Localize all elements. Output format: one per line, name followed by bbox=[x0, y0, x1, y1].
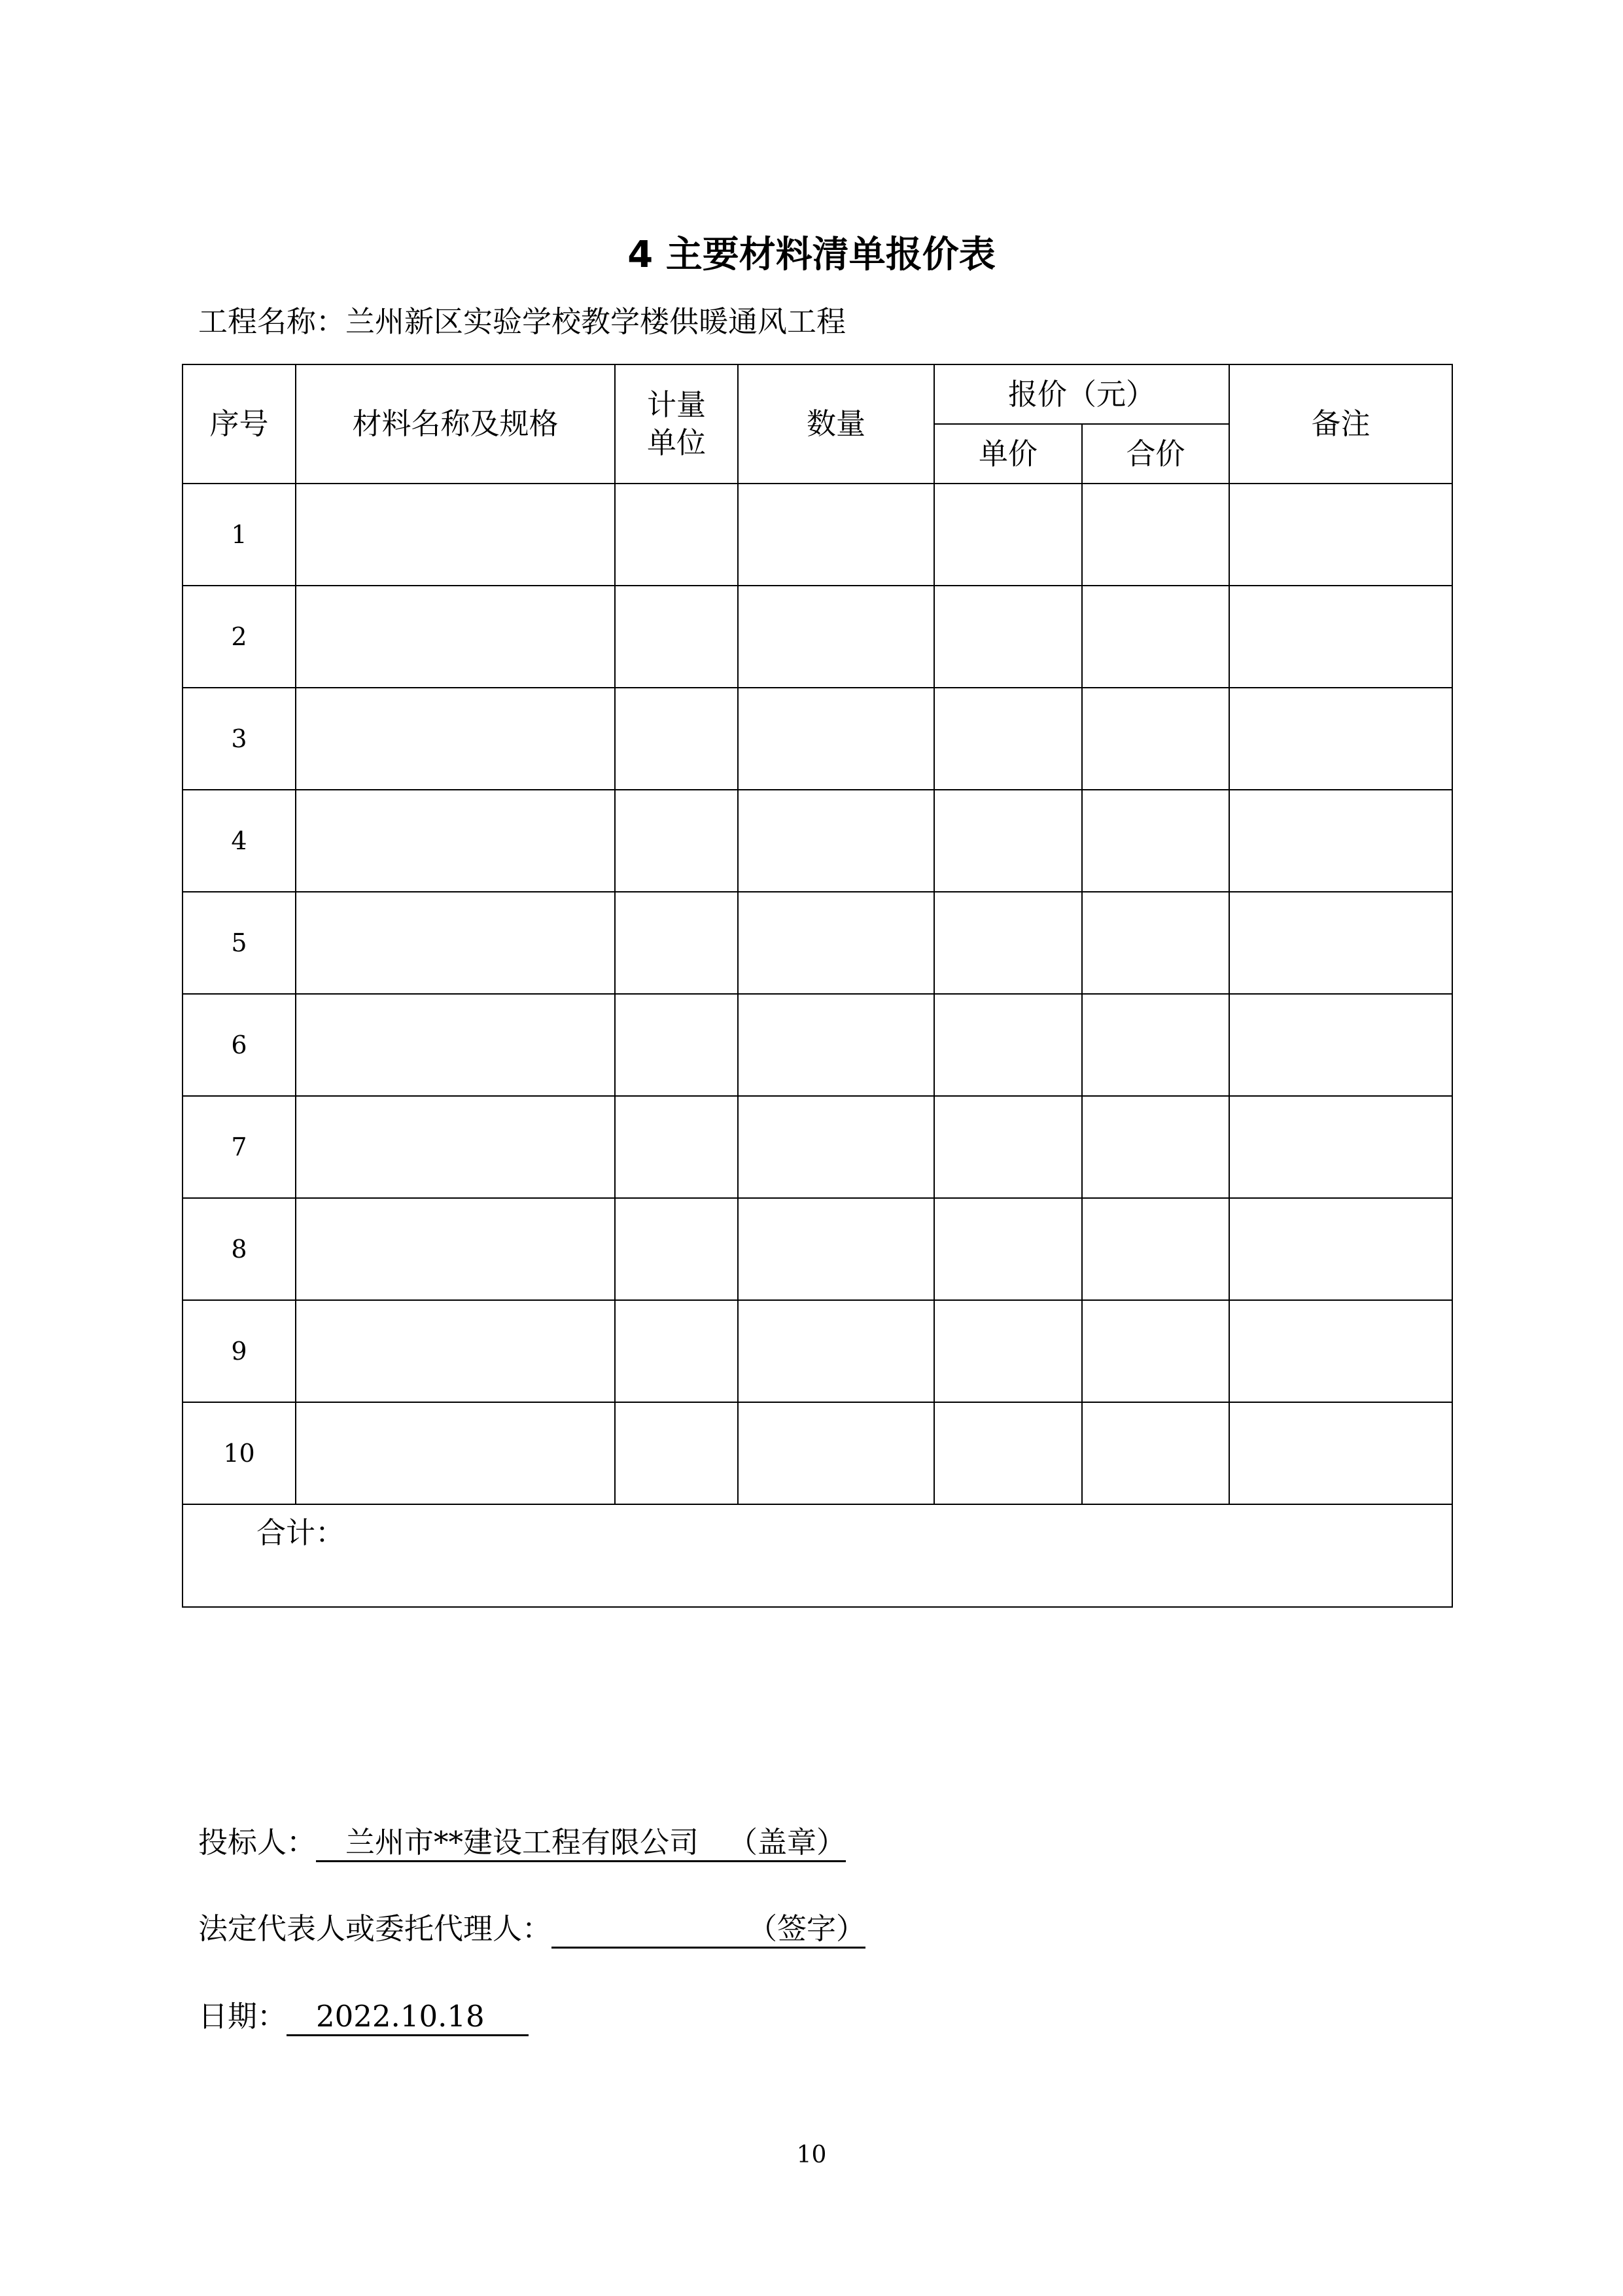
header-material: 材料名称及规格 bbox=[296, 364, 615, 484]
empty-cell bbox=[1082, 484, 1229, 586]
table-row bbox=[183, 586, 1452, 688]
empty-cell bbox=[934, 994, 1082, 1096]
empty-cell bbox=[615, 688, 738, 790]
row-number: 1 bbox=[183, 484, 296, 586]
representative-label: 法定代表人或委托代理人： bbox=[198, 1911, 552, 1946]
empty-cell bbox=[1082, 688, 1229, 790]
total-cell bbox=[183, 1504, 1452, 1607]
row-number: 8 bbox=[183, 1198, 296, 1300]
bidder-note: （盖章） bbox=[728, 1825, 846, 1860]
empty-cell bbox=[738, 994, 934, 1096]
header-unit bbox=[615, 364, 738, 484]
bidder-label: 投标人： bbox=[198, 1825, 317, 1860]
empty-cell bbox=[738, 484, 934, 586]
empty-cell bbox=[1229, 790, 1452, 892]
header-unit-line1: 计量 bbox=[646, 387, 706, 422]
empty-cell bbox=[1229, 484, 1452, 586]
empty-cell bbox=[934, 1402, 1082, 1504]
empty-cell bbox=[738, 1402, 934, 1504]
empty-cell bbox=[615, 790, 738, 892]
table-row bbox=[183, 1402, 1452, 1504]
table-row bbox=[183, 688, 1452, 790]
empty-cell bbox=[1229, 892, 1452, 994]
header-seq: 序号 bbox=[183, 364, 296, 484]
empty-cell bbox=[296, 1096, 615, 1198]
header-remark: 备注 bbox=[1229, 364, 1452, 484]
empty-cell bbox=[615, 892, 738, 994]
empty-cell bbox=[1229, 688, 1452, 790]
empty-cell bbox=[934, 790, 1082, 892]
empty-cell bbox=[296, 892, 615, 994]
row-number: 3 bbox=[183, 688, 296, 790]
empty-cell bbox=[1229, 1402, 1452, 1504]
empty-cell bbox=[738, 1096, 934, 1198]
empty-cell bbox=[1082, 1096, 1229, 1198]
empty-cell bbox=[1082, 586, 1229, 688]
table-row bbox=[183, 1096, 1452, 1198]
row-number: 6 bbox=[183, 994, 296, 1096]
table-row bbox=[183, 892, 1452, 994]
empty-cell bbox=[934, 484, 1082, 586]
empty-cell bbox=[296, 688, 615, 790]
empty-cell bbox=[615, 1402, 738, 1504]
empty-cell bbox=[296, 586, 615, 688]
empty-cell bbox=[934, 1300, 1082, 1402]
empty-cell bbox=[934, 1096, 1082, 1198]
empty-cell bbox=[1082, 892, 1229, 994]
table-row bbox=[183, 790, 1452, 892]
representative-field bbox=[551, 1911, 865, 1949]
empty-cell bbox=[1082, 790, 1229, 892]
empty-cell bbox=[738, 688, 934, 790]
empty-cell bbox=[296, 484, 615, 586]
empty-cell bbox=[1229, 994, 1452, 1096]
empty-cell bbox=[296, 790, 615, 892]
project-name-line bbox=[198, 302, 846, 342]
empty-cell bbox=[934, 586, 1082, 688]
table-row bbox=[183, 1198, 1452, 1300]
date-label: 日期： bbox=[198, 1999, 287, 2034]
empty-cell bbox=[1229, 1198, 1452, 1300]
empty-cell bbox=[738, 1198, 934, 1300]
bidder-field bbox=[316, 1825, 846, 1862]
empty-cell bbox=[296, 1300, 615, 1402]
empty-cell bbox=[615, 994, 738, 1096]
empty-cell bbox=[1229, 1096, 1452, 1198]
empty-cell bbox=[1082, 1402, 1229, 1504]
empty-cell bbox=[1229, 586, 1452, 688]
bidder-value: 兰州市**建设工程有限公司 bbox=[345, 1825, 699, 1860]
representative-note: （签字） bbox=[748, 1911, 866, 1946]
material-quote-table bbox=[182, 364, 1453, 1608]
header-unit-price: 单价 bbox=[934, 424, 1082, 484]
row-number: 9 bbox=[183, 1300, 296, 1402]
date-line bbox=[198, 1997, 529, 2036]
page-title: 4 主要材料清单报价表 bbox=[627, 234, 996, 276]
header-quantity: 数量 bbox=[738, 364, 934, 484]
date-field bbox=[287, 1999, 529, 2036]
total-label: 合计： bbox=[256, 1515, 345, 1550]
empty-cell bbox=[615, 586, 738, 688]
empty-cell bbox=[738, 1300, 934, 1402]
row-number: 2 bbox=[183, 586, 296, 688]
bidder-line bbox=[198, 1823, 846, 1862]
empty-cell bbox=[615, 1300, 738, 1402]
header-price-group: 报价（元） bbox=[934, 364, 1229, 424]
empty-cell bbox=[738, 790, 934, 892]
header-total-price: 合价 bbox=[1082, 424, 1229, 484]
empty-cell bbox=[615, 484, 738, 586]
table-row bbox=[183, 994, 1452, 1096]
row-number: 5 bbox=[183, 892, 296, 994]
empty-cell bbox=[615, 1198, 738, 1300]
project-name: 兰州新区实验学校教学楼供暖通风工程 bbox=[345, 304, 846, 339]
empty-cell bbox=[296, 994, 615, 1096]
empty-cell bbox=[934, 892, 1082, 994]
project-label: 工程名称： bbox=[198, 304, 346, 339]
table-row bbox=[183, 1300, 1452, 1402]
empty-cell bbox=[1082, 1300, 1229, 1402]
empty-cell bbox=[934, 1198, 1082, 1300]
row-number: 7 bbox=[183, 1096, 296, 1198]
page-number: 10 bbox=[796, 2142, 827, 2168]
empty-cell bbox=[296, 1402, 615, 1504]
empty-cell bbox=[1082, 994, 1229, 1096]
table-row bbox=[183, 484, 1452, 586]
header-unit-line2: 单位 bbox=[646, 425, 706, 460]
empty-cell bbox=[1229, 1300, 1452, 1402]
empty-cell bbox=[615, 1096, 738, 1198]
empty-cell bbox=[1082, 1198, 1229, 1300]
representative-line bbox=[198, 1909, 865, 1949]
date-value: 2022.10.18 bbox=[316, 1999, 485, 2034]
empty-cell bbox=[738, 892, 934, 994]
row-number: 4 bbox=[183, 790, 296, 892]
empty-cell bbox=[296, 1198, 615, 1300]
row-number: 10 bbox=[183, 1402, 296, 1504]
empty-cell bbox=[934, 688, 1082, 790]
empty-cell bbox=[738, 586, 934, 688]
